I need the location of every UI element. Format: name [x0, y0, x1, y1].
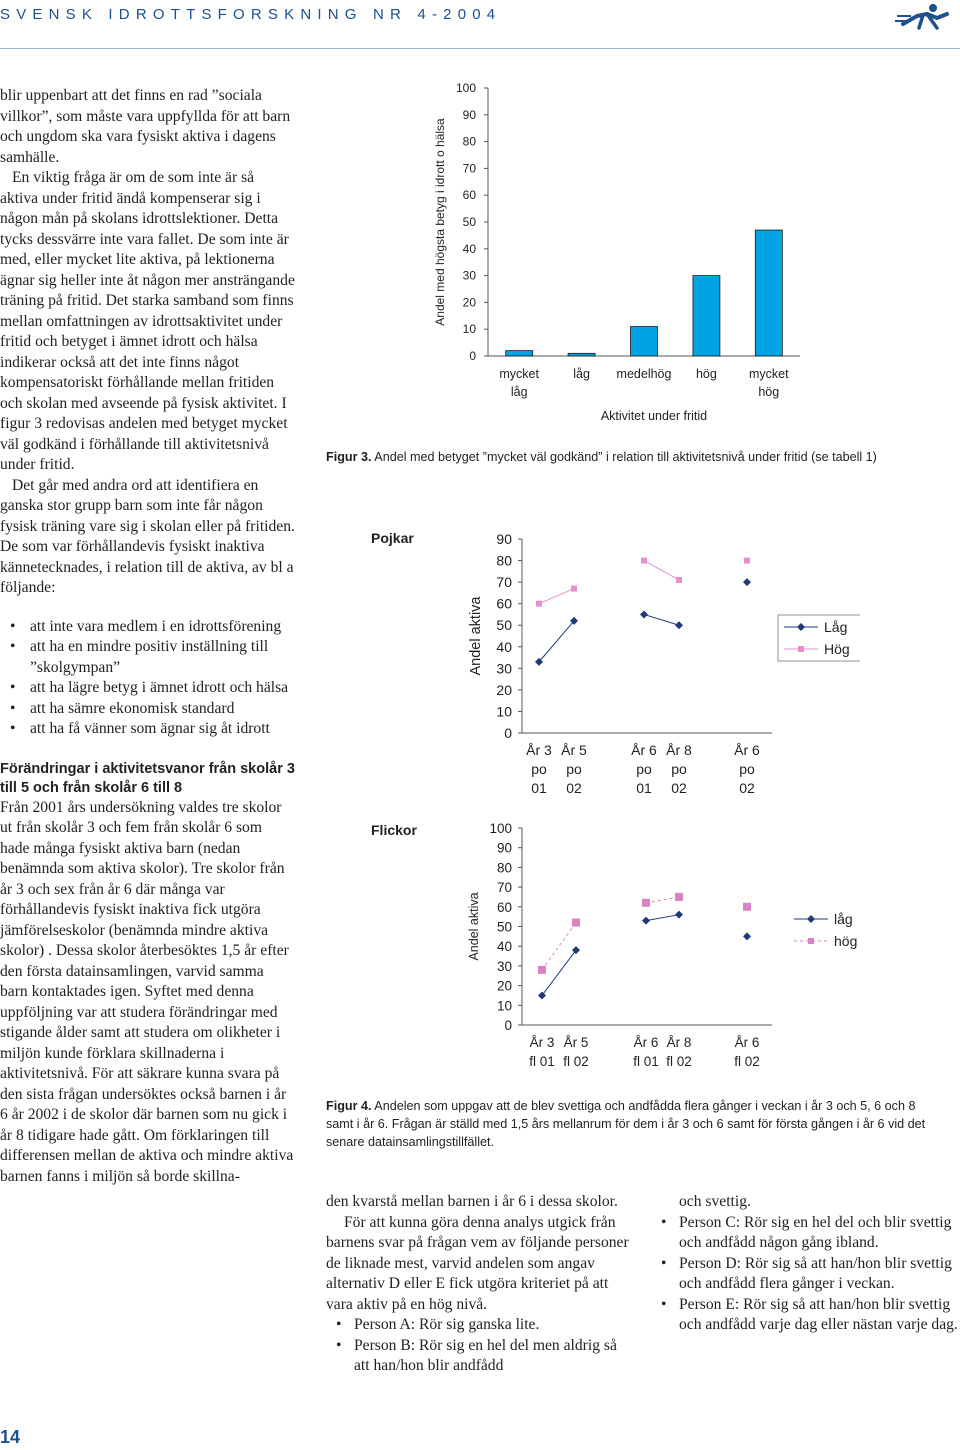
series-line	[644, 561, 679, 580]
data-point	[743, 578, 751, 586]
x-tick-label: År 5	[563, 1035, 589, 1050]
paragraph: För att kunna göra denna analys utgick från barnens svar på frågan vem av följande personer de liknade mest, varvid andelen som angav alternativ D eller E fick utgöra kriteriet på att vara aktiv på en hög nivå.	[326, 1213, 629, 1313]
x-tick-label: po	[739, 761, 755, 777]
y-axis-title: Andel med högsta betyg i idrott o hälsa	[433, 118, 447, 326]
header-rule	[0, 48, 960, 49]
y-tick-label: 30	[462, 268, 476, 283]
y-tick-label: 40	[496, 638, 512, 655]
figure4-flickor-line-chart	[460, 818, 860, 1076]
y-tick-label: 60	[496, 899, 512, 915]
x-tick-label: 01	[531, 780, 547, 796]
y-tick-label: 70	[496, 574, 512, 591]
series-line	[542, 950, 576, 995]
list-item: • att ha sämre ekonomisk standard	[0, 699, 295, 720]
legend-marker	[808, 938, 814, 944]
x-tick-label: fl 02	[563, 1054, 589, 1069]
bar	[506, 351, 533, 356]
x-tick-label: År 6	[734, 1035, 760, 1050]
x-tick-label: po	[671, 761, 687, 777]
figure4-caption	[326, 1097, 926, 1151]
pojkar-label: Pojkar	[371, 530, 414, 546]
y-tick-label: 10	[462, 322, 476, 337]
figure3-label: Figur 3.	[326, 450, 372, 464]
list-item: • Person C: Rör sig en hel del och blir svettig och andfådd någon gång ibland.	[659, 1213, 959, 1254]
list-item: • att ha lägre betyg i ämnet idrott och hälsa	[0, 678, 295, 699]
y-tick-label: 30	[496, 660, 512, 677]
x-tick-label: låg	[573, 367, 590, 381]
bar	[755, 230, 782, 356]
data-point	[538, 991, 546, 999]
y-tick-label: 20	[496, 681, 512, 698]
y-tick-label: 10	[496, 998, 512, 1014]
data-point	[538, 966, 546, 974]
paragraph: den kvarstå mellan barnen i år 6 i dessa skolor.	[326, 1193, 618, 1210]
data-point	[641, 558, 647, 564]
legend-label: hög	[834, 933, 858, 949]
x-tick-label: fl 02	[734, 1054, 760, 1069]
y-tick-label: 20	[462, 295, 476, 310]
data-point	[572, 919, 580, 927]
data-point	[744, 558, 750, 564]
data-point	[675, 893, 683, 901]
paragraph: Från 2001 års undersökning valdes tre skolor ut från skolår 3 och fem från skolår 6 som hade många fysiskt aktiva barn (nedan benämnda som aktiva skolor). Tre skolor från år 3 och sex från år 6 där många var förhållandevis fysiskt inaktiva fick utgöra jämförelseskolor (benämnda mindre aktiva skolor) . Dessa skolor återbesöktes 1,5 år efter den första datainsamlingen, varvid samma barn kontaktades igen. Syftet med denna uppföljning var att studera förändringar med stigande ålder samt att studera om olikheter i miljön kunde förklara skillnaderna i aktivitetsnivå. För att säkrare kunna svara på den sista frågan undersöktes också barnen i år 6 år 2002 i de skolor där barnen som nu gick i år 8 tidigare hade gått. Om förklaringen till differensen mellan de aktiva och mindre aktiva barnen fanns i miljön så borde skillna-	[0, 798, 294, 1185]
paragraph: och svettig.	[679, 1193, 751, 1210]
y-tick-label: 100	[455, 81, 476, 95]
x-tick-label: År 3	[526, 742, 552, 758]
y-axis-title: Andel aktiva	[468, 596, 484, 676]
x-tick-label: År 8	[666, 742, 692, 758]
page-number: 14	[0, 1427, 21, 1447]
y-tick-label: 80	[496, 860, 512, 876]
y-tick-label: 10	[496, 703, 512, 720]
x-tick-label: po	[531, 761, 547, 777]
list-item: • att ha få vänner som ägnar sig åt idrott	[0, 719, 295, 740]
list-item: • Person D: Rör sig så att han/hon blir svettig och andfådd flera gånger i veckan.	[659, 1254, 959, 1295]
y-tick-label: 0	[469, 349, 476, 363]
list-item: • Person A: Rör sig ganska lite.	[326, 1315, 636, 1336]
x-axis-title: Aktivitet under fritid	[600, 409, 708, 423]
y-tick-label: 50	[462, 215, 476, 229]
y-tick-label: 80	[462, 134, 476, 149]
bar	[568, 353, 595, 356]
series-line	[542, 923, 576, 970]
paragraph: Det går med andra ord att identifiera en ganska stor grupp barn som inte får någon fysisk träning vare sig i skolan eller på fritiden. De som var förhållandevis fysiskt inaktiva kännetecknades, i relation till de aktiva, av bl a följande:	[0, 476, 295, 596]
series-line	[644, 614, 679, 625]
legend-label: Hög	[824, 641, 850, 657]
data-point	[676, 577, 682, 583]
y-tick-label: 50	[496, 919, 512, 935]
x-tick-label: 02	[671, 780, 687, 796]
x-tick-label: 02	[566, 780, 582, 796]
x-tick-label: mycket	[749, 367, 789, 381]
y-tick-label: 20	[496, 978, 512, 994]
x-tick-label: fl 01	[633, 1054, 659, 1069]
x-tick-label: År 3	[529, 1035, 555, 1050]
bar	[693, 276, 720, 356]
left-column	[0, 86, 295, 1187]
y-tick-label: 40	[496, 939, 512, 955]
bullet-list	[0, 617, 295, 740]
x-tick-label: fl 02	[666, 1054, 692, 1069]
data-point	[571, 586, 577, 592]
y-tick-label: 100	[489, 821, 512, 836]
x-tick-label: 02	[739, 780, 755, 796]
figure3-caption	[326, 448, 926, 466]
x-tick-label: po	[636, 761, 652, 777]
data-point	[675, 621, 683, 629]
data-point	[536, 601, 542, 607]
x-tick-label: År 5	[561, 742, 587, 758]
figure4-pojkar-line-chart	[460, 530, 860, 810]
y-tick-label: 80	[496, 552, 512, 569]
person-list	[326, 1315, 636, 1377]
legend-marker	[798, 646, 804, 652]
data-point	[642, 899, 650, 907]
x-tick-label: po	[566, 761, 582, 777]
figure4-label: Figur 4.	[326, 1099, 372, 1113]
y-tick-label: 60	[496, 595, 512, 612]
x-tick-label: fl 01	[529, 1054, 555, 1069]
figure3-bar-chart	[428, 78, 808, 428]
series-line	[539, 589, 574, 604]
figure4-text: Andelen som uppgav att de blev svettiga och andfådda flera gånger i veckan i år 3 och 5, 6 och 8 samt i år 6. Frågan är ställd med 1,5 års mellanrum för dem i år 3 och 6 samt för första gången i år 6 vid det senare datainsamlingstillfället.	[326, 1099, 926, 1149]
list-item: • att inte vara medlem i en idrottsförening	[0, 617, 295, 638]
legend-marker	[797, 623, 805, 631]
x-tick-label: hög	[758, 385, 780, 399]
series-line	[646, 915, 679, 921]
x-tick-label: År 6	[734, 742, 760, 758]
list-item: • att ha en mindre positiv inställning till ”skolgympan”	[0, 637, 295, 678]
bar	[631, 327, 658, 356]
data-point	[743, 932, 751, 940]
list-item: • Person E: Rör sig så att han/hon blir svettig och andfådd varje dag eller nästan varje dag.	[659, 1295, 959, 1336]
y-tick-label: 30	[496, 958, 512, 974]
x-tick-label: låg	[510, 385, 528, 399]
journal-header: SVENSK IDROTTSFORSKNING NR 4-2004	[0, 6, 502, 23]
y-tick-label: 0	[504, 1018, 512, 1033]
legend-marker	[807, 915, 815, 923]
y-tick-label: 90	[496, 531, 512, 547]
paragraph: En viktig fråga är om de som inte är så aktiva under fritid ändå kompenserar sig i någon mån på skolans idrottslektioner. Detta tycks dessvärre inte vara fallet. De som inte är med, eller mycket lite aktiva, på lektionerna ägnar sig heller inte åt någon mer ansträngande träning på fritid. Det starka samband som finns mellan omfattningen av idrottsaktivitet under fritid och betyget i ämnet idrott och hälsa indikerar också att det inte finns något kompensatoriskt förhållande mellan fritiden och skolan med avseende på fysisk aktivitet. I figur 3 redovisas andelen med betyget mycket väl godkänd i förhållande till aktivitetsnivå under fritid.	[0, 169, 295, 473]
y-tick-label: 40	[462, 241, 476, 256]
data-point	[572, 946, 580, 954]
y-tick-label: 90	[462, 107, 476, 122]
y-axis-title: Andel aktiva	[467, 892, 481, 961]
y-tick-label: 60	[462, 188, 476, 203]
right-column	[659, 1192, 959, 1336]
y-tick-label: 70	[496, 880, 512, 896]
data-point	[642, 917, 650, 925]
data-point	[743, 903, 751, 911]
y-tick-label: 90	[496, 840, 512, 856]
person-list	[659, 1213, 959, 1336]
runner-logo-icon	[893, 2, 953, 30]
x-tick-label: hög	[695, 367, 717, 381]
data-point	[640, 610, 648, 618]
y-tick-label: 50	[496, 617, 512, 634]
y-tick-label: 0	[504, 725, 512, 741]
list-item: • Person B: Rör sig en hel del men aldrig så att han/hon blir andfådd	[326, 1336, 636, 1377]
paragraph: blir uppenbart att det finns en rad ”sociala villkor”, som måste vara uppfyllda för att barn och ungdom ska vara fysiskt aktiva i dagens samhälle.	[0, 87, 291, 166]
legend-label: låg	[834, 911, 853, 927]
x-tick-label: År 8	[666, 1035, 692, 1050]
data-point	[675, 911, 683, 919]
x-tick-label: År 6	[631, 742, 657, 758]
flickor-label: Flickor	[371, 822, 417, 838]
series-line	[539, 621, 574, 662]
legend-label: Låg	[824, 619, 848, 635]
section-heading: Förändringar i aktivitetsvanor från skolår 3 till 5 och från skolår 6 till 8	[0, 760, 295, 796]
x-tick-label: mycket	[499, 367, 539, 381]
series-line	[646, 897, 679, 903]
x-tick-label: År 6	[633, 1035, 659, 1050]
middle-column	[326, 1192, 636, 1377]
x-tick-label: medelhög	[616, 367, 672, 381]
figure3-text: Andel med betyget ”mycket väl godkänd” i relation till aktivitetsnivå under fritid (se tabell 1)	[371, 450, 877, 464]
x-tick-label: 01	[636, 780, 652, 796]
y-tick-label: 70	[462, 161, 476, 176]
